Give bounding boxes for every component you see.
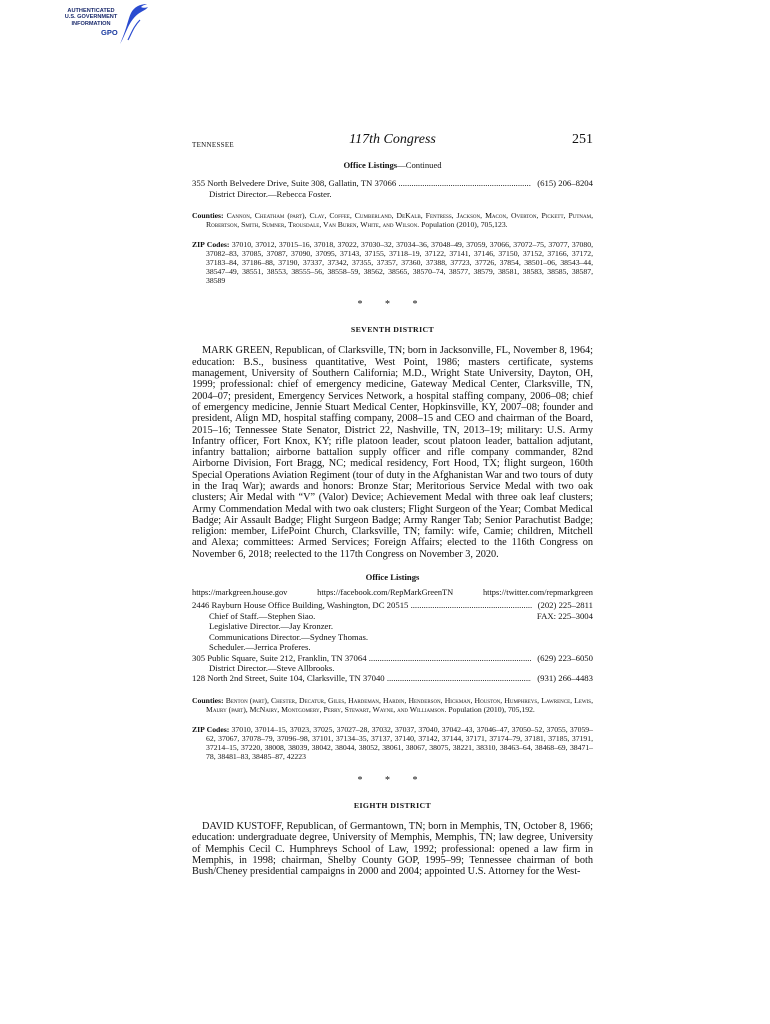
office-phone: (615) 206–8204	[537, 178, 593, 189]
dc-office	[192, 600, 593, 683]
population: Population (2010), 705,192.	[446, 704, 535, 714]
gpo-line-1: AUTHENTICATED	[67, 8, 115, 14]
zip-codes-seventh	[192, 725, 593, 761]
counties-list: Cannon, Cheatham (part), Clay, Coffee, Cumberland, DeKalb, Fentress, Jackson, Macon, Overton, Pickett, Putnam, Robertson, Smith, Sumner, Trousdale, Van Buren, White, and Wilson.	[206, 211, 594, 230]
office-row	[192, 653, 593, 663]
office-listings-continued-heading	[192, 160, 593, 171]
staff-entry: Communications Director.—Sydney Thomas.	[209, 631, 369, 642]
counties-label: Counties:	[192, 211, 224, 221]
office-listings-heading: Office Listings	[365, 572, 420, 583]
zip-list: 37010, 37014–15, 37023, 37025, 37027–28, 37032, 37037, 37040, 37042–43, 37046–47, 37050–52, 37055, 37059–62, 37067, 37078–79, 37096–98, 37101, 37134–35, 37137, 37140, 37142, 37144, 37171, 37174–79, 37181, 37185, 37191, 37214–15, 37220, 38008, 38039, 38042, 38044, 38052, 38061, 38067, 38075, 38221, 38310, 38463–64, 38468–69, 38471–78, 38481–83, 38485–87, 42223	[206, 724, 593, 761]
counties-label: Counties:	[192, 695, 224, 705]
zip-label: ZIP Codes:	[192, 724, 230, 734]
eagle-icon	[116, 4, 150, 46]
section-separator: * * *	[357, 299, 428, 311]
office-address: 305 Public Square, Suite 212, Franklin, TN 37064 .....	[192, 653, 531, 663]
mark-green-biography: MARK GREEN, Republican, of Clarksville, TN; born in Jacksonville, FL, November 8, 1964; education: B.S., business quantitative, West Point, 1986; masters certificate, systems management, University of Southern California; M.D., Wright State University, Dayton, OH, 1999; professional: chief of emergency medicine, Gateway Medical Center, Clarksville, TN, 2004–07; president, Emergency Services Network, a hospital staffing company, 2006–08; chief of emergency medicine, Jennie Stuart Medical Center, Hopkinsville, KY, 2007–08; founder and president, Align MD, hospital staffing company, 2008–15 and CEO and chairman of the Board, 2015–16; Tennessee State Senator, District 22, Nashville, TN, 2013–19; military: U.S. Army Infantry officer, Fort Knox, KY; rifle platoon leader, scout platoon leader, battalion adjutant, infantry battalion; airborne battalion supply officer and rifle company commander, 82nd Airborne Division, Fort Bragg, NC; medical residency, Fort Hood, TX; flight surgeon, 160th Special Operations Aviation Regiment (tour of duty in the Afghanistan War and two tours of duty in the Iraq War); awards and honors: Bronze Star; Meritorious Service Medal with two oak clusters; Air Medal with “V” (Valor) Device; Achievement Medal with three oak leaf clusters; Army Commendation Medal with two oak clusters; Flight Surgeon of the Year; Combat Medical Badge; Air Assault Badge; Flight Surgeon Badge; Army Ranger Tab; Senior Parachutist Badge; religion: member, LifePoint Church, Clarksville, TN; family: wife, Camie; children, Mitchell and Alexa; committees: Armed Services; Foreign Affairs; elected to the 116th Congress on November 6, 2018; reelected to the 117th Congress on November 3, 2020.	[192, 345, 593, 560]
office-address: 128 North 2nd Street, Suite 104, Clarksville, TN 37040 .....	[192, 673, 531, 683]
house-website-link[interactable]: https://markgreen.house.gov	[192, 588, 288, 598]
office-listings-label: Office Listings	[343, 160, 398, 170]
office-address: 2446 Rayburn House Office Building, Washington, DC 20515 .....	[192, 600, 532, 610]
staff-entry: Chief of Staff.—Stephen Siao.	[209, 610, 316, 621]
page-header	[192, 134, 593, 154]
zip-label: ZIP Codes:	[192, 240, 230, 250]
facebook-link[interactable]: https://facebook.com/RepMarkGreenTN	[317, 588, 454, 598]
office-fax: FAX: 225–3004	[536, 610, 593, 621]
document-page	[192, 134, 593, 878]
seventh-district-heading: SEVENTH DISTRICT	[350, 325, 435, 335]
zip-list: 37010, 37012, 37015–16, 37018, 37022, 37030–32, 37034–36, 37048–49, 37059, 37066, 37072–75, 37077, 37080, 37082–83, 37085, 37087, 37090, 37095, 37143, 37155, 37118–19, 37122, 37141, 37146, 37150, 37152, 37166, 37172, 37183–84, 37186–88, 37190, 37337, 37342, 37355, 37357, 37360, 37388, 37723, 37726, 37854, 38501–06, 38543–44, 38547–49, 38551, 38553, 38555–56, 38558–59, 38562, 38565, 38570–74, 38577, 38579, 38581, 38583, 38585, 38587, 38589	[206, 240, 593, 286]
gpo-line-3: INFORMATION	[71, 20, 111, 27]
staff-entry: District Director.—Steve Allbrooks.	[209, 662, 335, 673]
section-separator: * * *	[357, 774, 428, 786]
congress-title: 117th Congress	[349, 132, 436, 147]
staff-entry: Scheduler.—Jerrica Proferes.	[209, 642, 311, 653]
continued-label: —Continued	[397, 160, 442, 170]
staff-entry: Legislative Director.—Jay Kronzer.	[209, 621, 333, 632]
office-address: 355 North Belvedere Drive, Suite 308, Gallatin, TN 37066 .....	[192, 178, 531, 188]
population: Population (2010), 705,123.	[419, 220, 508, 230]
office-row	[192, 600, 593, 610]
staff-entry: District Director.—Rebecca Foster.	[209, 188, 332, 199]
office-phone: (629) 223–6050	[537, 652, 593, 663]
counties-list: Benton (part), Chester, Decatur, Giles, Hardeman, Hardin, Henderson, Hickman, Houston, Humphreys, Lawrence, Lewis, Maury (part), McNairy, Montgomery, Perry, Stewart, Wayne, and Williamson.	[206, 695, 594, 714]
counties-seventh	[192, 696, 593, 714]
counties-sixth	[192, 211, 593, 229]
gpo-mark-text: GPO	[101, 28, 118, 37]
office-row	[192, 673, 593, 683]
office-phone: (202) 225–2811	[537, 600, 593, 611]
staff-list	[192, 611, 368, 653]
zip-codes-sixth	[192, 240, 593, 285]
twitter-link[interactable]: https://twitter.com/repmarkgreen	[482, 588, 593, 598]
state-running-head: TENNESSEE	[192, 141, 234, 149]
eighth-district-heading: EIGHTH DISTRICT	[353, 800, 432, 810]
gpo-line-2: U.S. GOVERNMENT	[64, 14, 118, 21]
page-number: 251	[572, 132, 593, 147]
david-kustoff-biography: DAVID KUSTOFF, Republican, of Germantown, TN; born in Memphis, TN, October 8, 1966; education: undergraduate degree, University of Memphis, Memphis, TN; law degree, University of Memphis Cecil C. Humphreys School of Law, 1992; professional: opened a law firm in Memphis, in 1998; chairman, Shelby County GOP, 1995–99; Tennessee chairman of both Bush/Cheney presidential campaigns in 2000 and 2004; appointed U.S. Attorney for the West-	[192, 821, 593, 878]
gallatin-office	[192, 178, 593, 199]
web-links	[192, 587, 593, 598]
dc-staff-block	[192, 611, 593, 653]
gpo-authentication-logo	[52, 4, 152, 46]
office-row	[192, 178, 593, 188]
office-phone: (931) 266–4483	[537, 673, 593, 684]
